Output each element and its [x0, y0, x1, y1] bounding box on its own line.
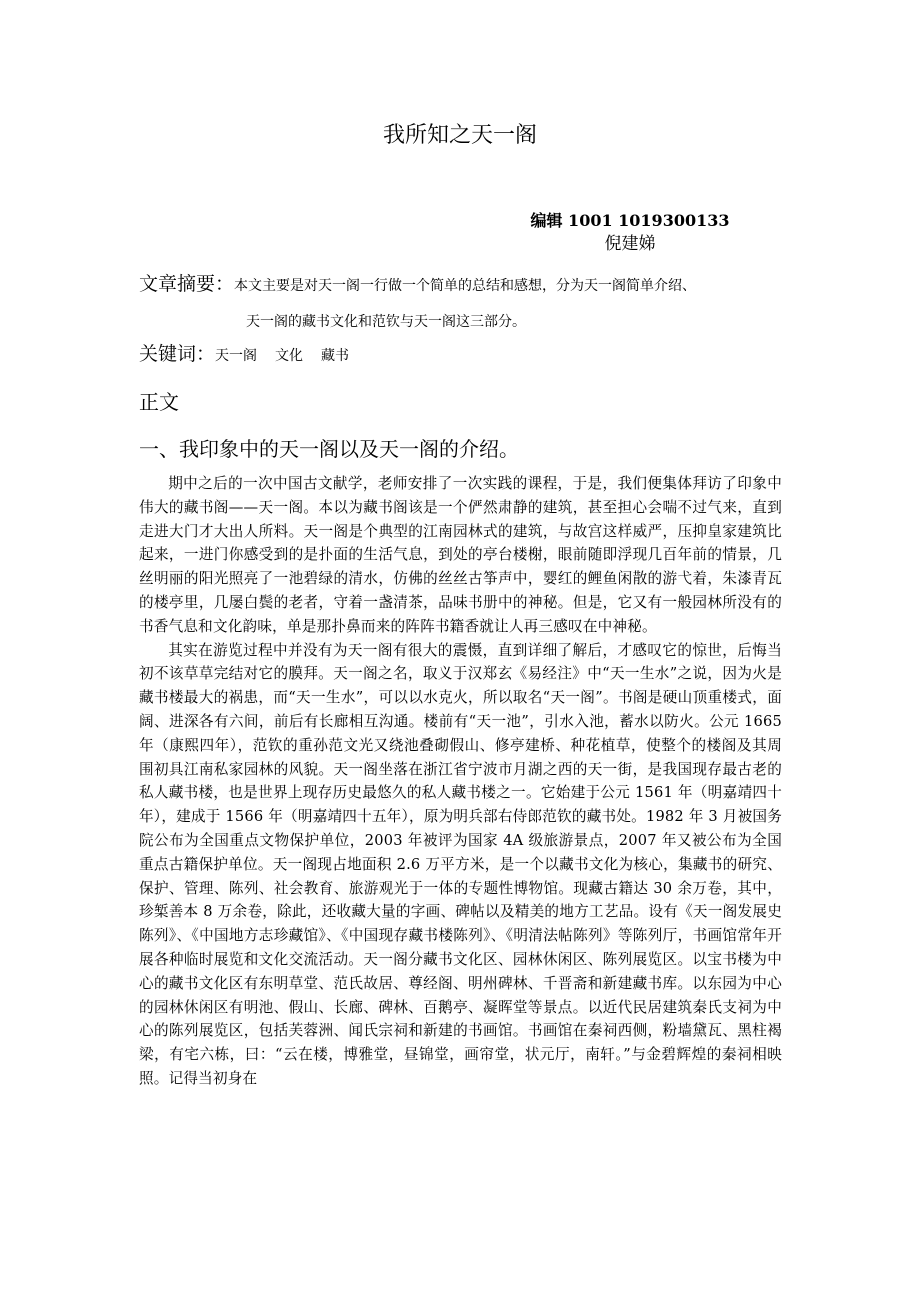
section-label-body: 正文	[139, 390, 179, 414]
abstract-text-line1: 本文主要是对天一阁一行做一个简单的总结和感想，分为天一阁简单介绍、	[234, 278, 697, 294]
paragraph: 其实在游览过程中并没有为天一阁有很大的震慑，直到详细了解后，才感叹它的惊世，后悔当初不该草草完结对它的膜拜。天一阁之名，取义于汉郑玄《易经注》中“天一生水”之说，因为火是藏书楼最大的祸患，而“天一生水”，可以以水克火，所以取名“天一阁”。书阁是硬山顶重楼式，面阔、进深各有六间，前后有长廊相互沟通。楼前有“天一池”，引水入池，蓄水以防火。公元 1665 年（康熙四年），范钦的重孙范文光又绕池叠砌假山、修亭建桥、种花植草，使整个的楼阁及其周围初具江南私家园林的风貌。天一阁坐落在浙江省宁波市月湖之西的天一街，是我国现存最古老的私人藏书楼，也是世界上现存历史最悠久的私人藏书楼之一。它始建于公元 1561 年（明嘉靖四十年），建成于 1566 年（明嘉靖四十五年），原为明兵部右侍郎范钦的藏书处。1982 年 3 月被国务院公布为全国重点文物保护单位，2003 年被评为国家 4A 级旅游景点，2007 年又被公布为全国重点古籍保护单位。天一阁现占地面积 2.6 万平方米，是一个以藏书文化为核心，集藏书的研究、保护、管理、陈列、社会教育、旅游观光于一体的专题性博物馆。现藏古籍达 30 余万卷，其中，珍椠善本 8 万余卷，除此，还收藏大量的字画、碑帖以及精美的地方工艺品。设有《天一阁发展史陈列》、《中国地方志珍藏馆》、《中国现存藏书楼陈列》、《明清法帖陈列》等陈列厅，书画馆常年开展各种临时展览和文化交流活动。天一阁分藏书文化区、园林休闲区、陈列展览区。以宝书楼为中心的藏书文化区有东明草堂、范氏故居、尊经阁、明州碑林、千晋斋和新建藏书库。以东园为中心的园林休闲区有明池、假山、长廊、碑林、百鹅亭、凝晖堂等景点。以近代民居建筑秦氏支祠为中心的陈列展览区，包括芙蓉洲、闻氏宗祠和新建的书画馆。书画馆在秦祠西侧，粉墙黛瓦、黑柱褐梁，有宅六栋，曰：“云在楼，博雅堂，昼锦堂，画帘堂，状元厅，南轩。”与金碧辉煌的秦祠相映照。记得当初身在	[139, 641, 782, 1087]
abstract-text-line2: 天一阁的藏书文化和范钦与天一阁这三部分。	[246, 314, 526, 330]
author-name: 倪建娣	[604, 234, 656, 254]
keyword: 天一阁	[215, 348, 258, 364]
paragraph: 期中之后的一次中国古文献学，老师安排了一次实践的课程，于是，我们便集体拜访了印象中伟大的藏书阁——天一阁。本以为藏书阁该是一个俨然肃静的建筑，甚至担心会喘不过气来，直到走进大门才大出人所料。天一阁是个典型的江南园林式的建筑，与故宫这样威严，压抑皇家建筑比起来，一进门你感受到的是扑面的生活气息，到处的亭台楼榭，眼前随即浮现几百年前的情景，几丝明丽的阳光照亮了一池碧绿的清水，仿佛的丝丝古筝声中，婴红的鲤鱼闲散的游弋着，朱漆青瓦的楼亭里，几屡白鬓的老者，守着一盏清茶，品味书册中的神秘。但是，它又有一般园林所没有的书香气息和文化韵味，单是那扑鼻而来的阵阵书籍香就让人再三感叹在中神秘。	[139, 475, 782, 635]
document-title: 我所知之天一阁	[382, 123, 537, 148]
keywords-label: 关键词：	[139, 343, 216, 365]
abstract-label: 文章摘要：	[139, 273, 235, 295]
section-heading-1: 一、我印象中的天一阁以及天一阁的介绍。	[139, 437, 519, 461]
author-id: 编辑 1001 1019300133	[530, 211, 730, 230]
keyword: 文化	[275, 348, 304, 364]
body-text	[139, 472, 782, 1091]
abstract	[139, 266, 789, 340]
keywords	[139, 339, 367, 371]
keyword: 藏书	[321, 348, 350, 364]
